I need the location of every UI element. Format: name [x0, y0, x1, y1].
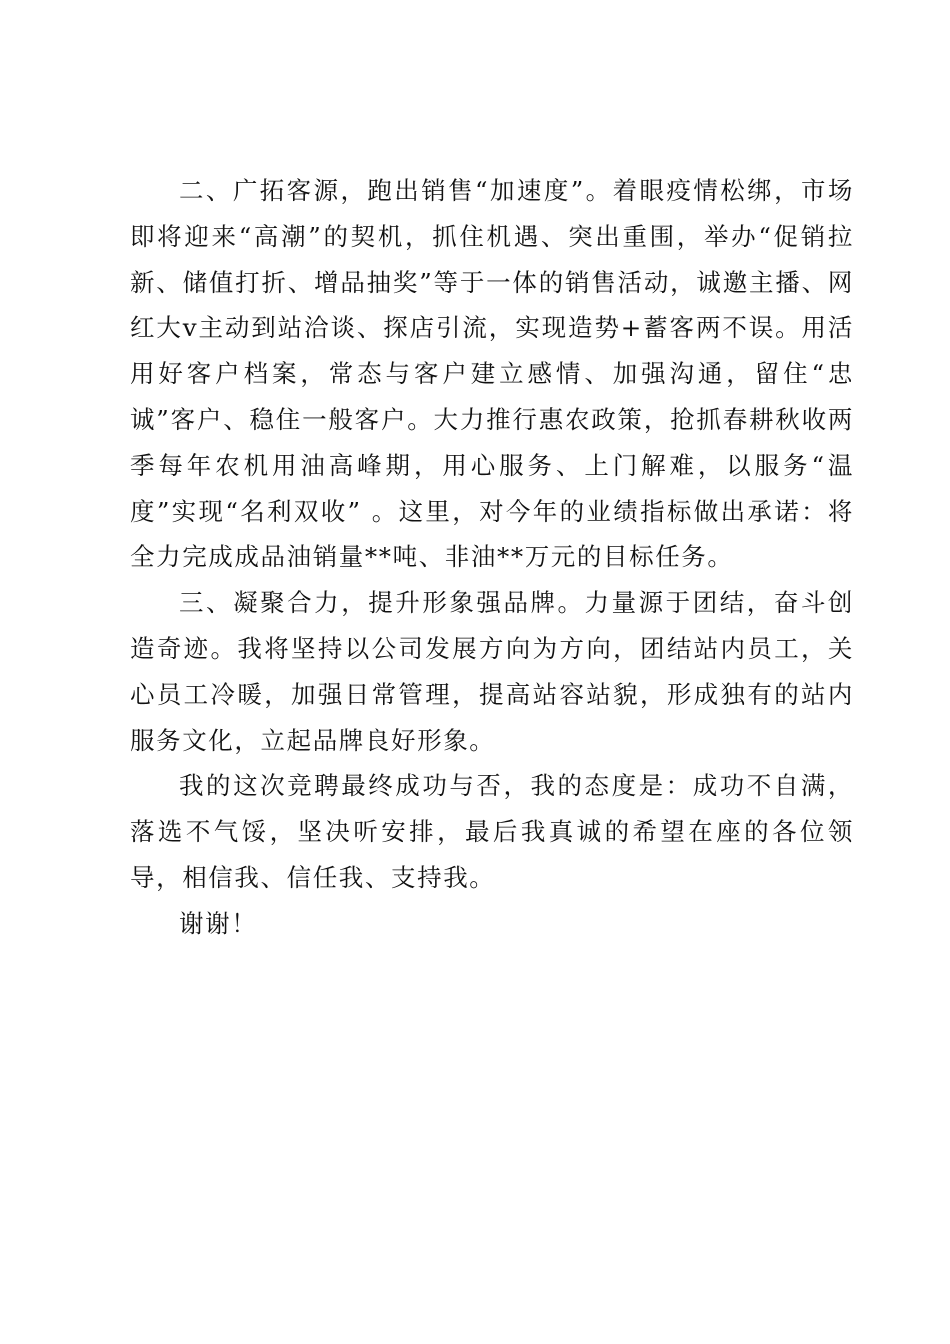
- paragraph-customer-sources: 二、广拓客源，跑出销售“加速度”。着眼疫情松绑，市场即将迎来“高潮”的契机，抓住机遇、突出重围，举办“促销拉新、储值打折、增品抽奖”等于一体的销售活动，诚邀主播、网红大v主动到站洽谈、探店引流，实现造势+蓄客两不误。用活用好客户档案，常态与客户建立感情、加强沟通，留住“忠诚”客户、稳住一般客户。大力推行惠农政策，抢抓春耕秋收两季每年农机用油高峰期，用心服务、上门解难，以服务“温度”实现“名利双收” 。这里，对今年的业绩指标做出承诺：将全力完成成品油销量**吨、非油**万元的目标任务。: [130, 176, 854, 572]
- paragraph-thanks: 谢谢！: [179, 908, 258, 938]
- document-body: [130, 168, 854, 947]
- paragraph-attitude: 我的这次竞聘最终成功与否，我的态度是：成功不自满，落选不气馁，坚决听安排，最后我真诚的希望在座的各位领导，相信我、信任我、支持我。: [130, 771, 854, 892]
- paragraph-brand-image: 三、凝聚合力，提升形象强品牌。力量源于团结，奋斗创造奇迹。我将坚持以公司发展方向为方向，团结站内员工，关心员工冷暖，加强日常管理，提高站容站貌，形成独有的站内服务文化，立起品牌良好形象。: [130, 588, 854, 755]
